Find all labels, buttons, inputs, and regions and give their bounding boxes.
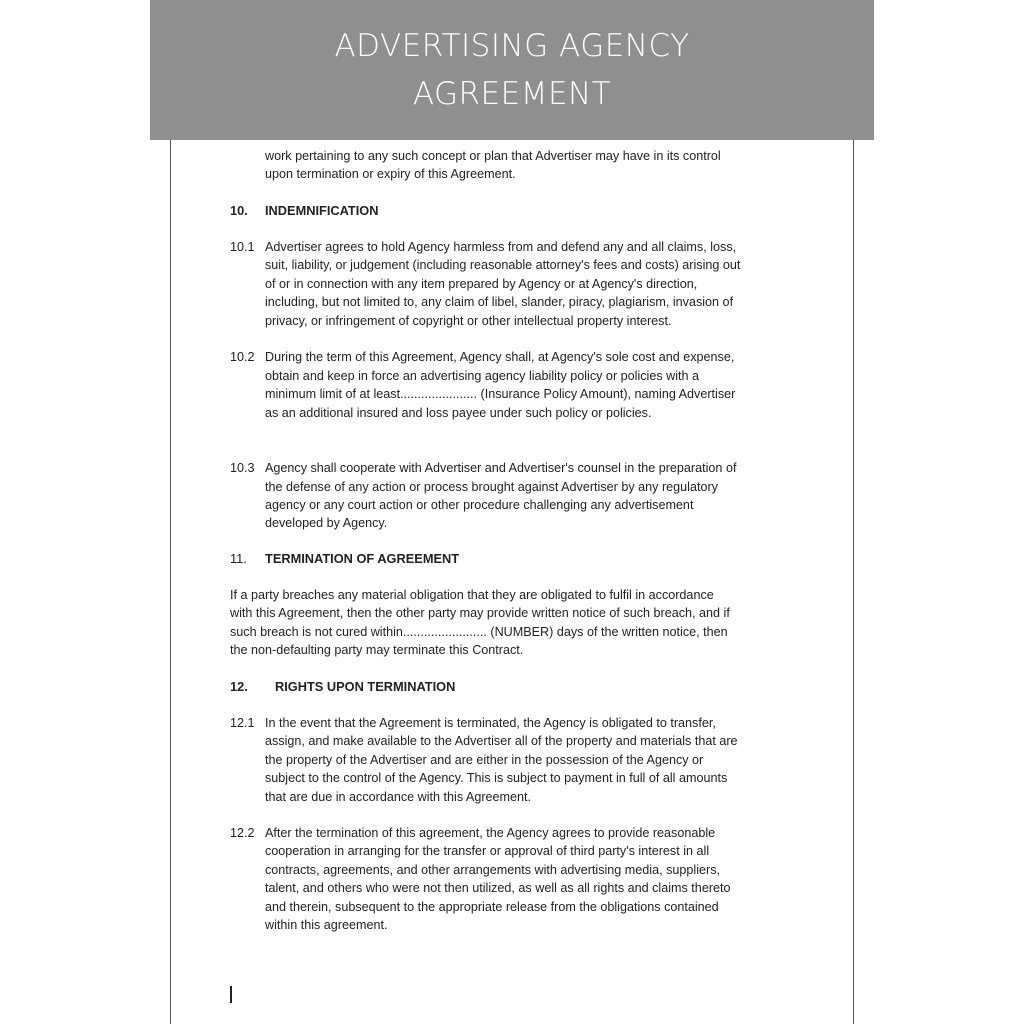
- clause-number: 12.1: [230, 716, 255, 730]
- clause-line: After the termination of this agreement, the Agency agrees to provide reasonable: [265, 826, 716, 840]
- section-number: 11.: [230, 551, 247, 566]
- clause-line: and therein, subsequent to the appropriate release from the obligations contained: [265, 900, 719, 914]
- clause-number: 10.2: [230, 350, 255, 364]
- title-banner: [150, 0, 874, 140]
- clause-line: developed by Agency.: [265, 516, 388, 530]
- clause-number: 12.2: [230, 826, 255, 840]
- section-number: 10.: [230, 203, 248, 218]
- section-number: 12.: [230, 679, 248, 694]
- paragraph-line: such breach is not cured within........................ (NUMBER) days of the written notice, then: [230, 625, 728, 639]
- clause-line: cooperation in arranging for the transfer or approval of third party's interest in all: [265, 844, 710, 858]
- banner-title-line1: ADVERTISING AGENCY: [334, 28, 690, 64]
- clause-line: including, but not limited to, any claim of libel, slander, piracy, plagiarism, invasion of: [265, 295, 734, 309]
- paragraph-line: the non-defaulting party may terminate this Contract.: [230, 643, 524, 657]
- clause-line: within this agreement.: [265, 918, 388, 932]
- continuation-line: upon termination or expiry of this Agreement.: [265, 167, 516, 181]
- clause-line: During the term of this Agreement, Agency shall, at Agency's sole cost and expense,: [265, 350, 735, 364]
- clause-line: talent, and others who were not then utilized, as well as all rights and claims thereto: [265, 881, 731, 895]
- text-cursor: [230, 986, 232, 1003]
- clause-line: contracts, agreements, and other arrangements with advertising media, suppliers,: [265, 863, 721, 877]
- clause-line: the defense of any action or process brought against Advertiser by any regulatory: [265, 480, 718, 494]
- clause-line: minimum limit of at least...................... (Insurance Policy Amount), naming Advertiser: [265, 387, 736, 401]
- clause-line: Advertiser agrees to hold Agency harmless from and defend any and all claims, loss,: [265, 240, 737, 254]
- section-title: INDEMNIFICATION: [265, 203, 379, 218]
- clause-line: obtain and keep in force an advertising agency liability policy or policies with a: [265, 369, 700, 383]
- clause-line: assign, and make available to the Advertiser all of the property and materials that are: [265, 734, 738, 748]
- clause-line: Agency shall cooperate with Advertiser and Advertiser's counsel in the preparation of: [265, 461, 737, 475]
- banner-title-line2: AGREEMENT: [412, 76, 612, 112]
- clause-number: 10.3: [230, 461, 255, 475]
- clause-line: In the event that the Agreement is terminated, the Agency is obligated to transfer,: [265, 716, 716, 730]
- paragraph-line: with this Agreement, then the other party may provide written notice of such breach, and if: [230, 606, 730, 620]
- clause-line: suit, liability, or judgement (including reasonable attorney's fees and costs) arising out: [265, 258, 741, 272]
- clause-line: as an additional insured and loss payee under such policy or policies.: [265, 406, 652, 420]
- clause-line: the property of the Advertiser and are either in the possession of the Agency or: [265, 753, 704, 767]
- section-title: RIGHTS UPON TERMINATION: [275, 679, 456, 694]
- clause-line: agency or any court action or other procedure challenging any advertisement: [265, 498, 694, 512]
- clause-line: that are due in accordance with this Agreement.: [265, 790, 532, 804]
- continuation-line: work pertaining to any such concept or plan that Advertiser may have in its control: [265, 149, 721, 163]
- clause-line: privacy, or infringement of copyright or other intellectual property interest.: [265, 314, 672, 328]
- clause-line: subject to the control of the Agency. This is subject to payment in full of all amounts: [265, 771, 728, 785]
- clause-line: of or in connection with any item prepared by Agency or at Agency's direction,: [265, 277, 698, 291]
- section-title: TERMINATION OF AGREEMENT: [265, 551, 460, 566]
- clause-number: 10.1: [230, 240, 255, 254]
- paragraph-line: If a party breaches any material obligation that they are obligated to fulfil in accordance: [230, 588, 714, 602]
